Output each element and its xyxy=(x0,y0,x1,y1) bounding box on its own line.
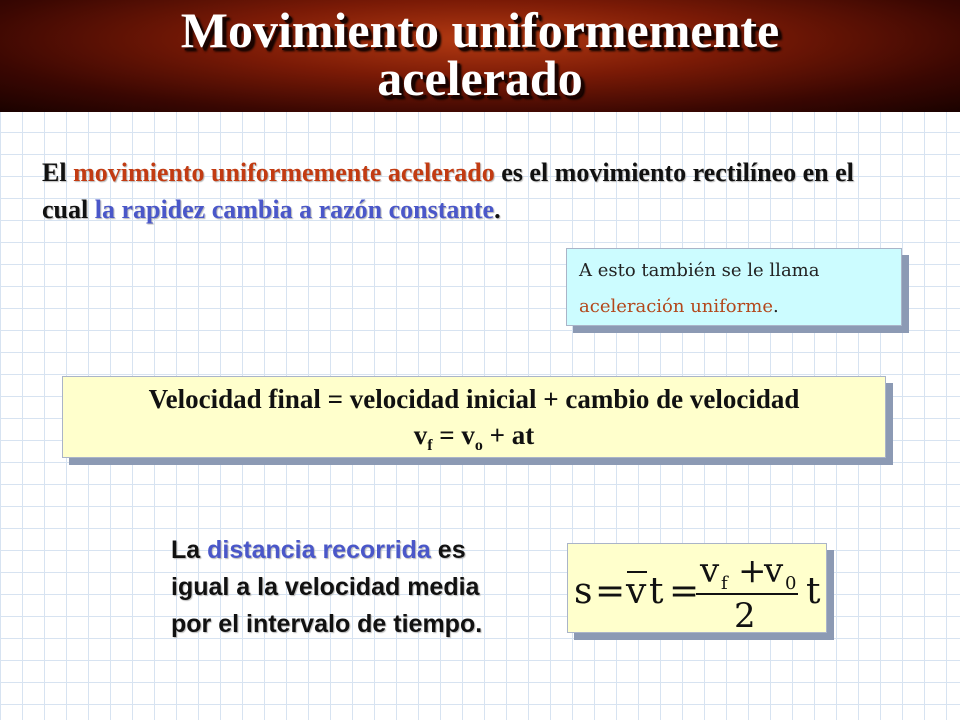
eq-num-v1: v xyxy=(700,551,720,591)
intro-text-3: . xyxy=(494,195,501,224)
eq-s: s xyxy=(574,571,593,612)
distance-equation xyxy=(568,544,826,632)
formula-words: Velocidad final = velocidad inicial + cambio de velocidad xyxy=(148,384,800,414)
eq-num-sub-f: f xyxy=(721,573,728,594)
eq-denominator: 2 xyxy=(734,596,756,632)
eq-v-bar: v xyxy=(626,571,647,612)
intro-highlight-definition: la rapidez cambia a razón constante xyxy=(94,195,495,224)
distance-paragraph xyxy=(171,532,491,643)
formula-eq: = v xyxy=(432,420,475,450)
intro-highlight-term: movimiento uniformemente acelerado xyxy=(73,158,495,187)
note-highlight: aceleración uniforme xyxy=(579,296,773,317)
formula-sub-f: f xyxy=(427,437,433,454)
eq-t: t xyxy=(649,571,664,612)
note-text: A esto también se le llama xyxy=(579,260,820,281)
equation-box xyxy=(567,543,827,633)
note-box xyxy=(566,248,902,326)
eq-equals-2: = xyxy=(669,571,700,612)
formula-box xyxy=(62,376,886,458)
formula-sub-o: o xyxy=(474,437,483,454)
intro-text-2: es el movimiento rectilíneo en el cual xyxy=(42,158,854,224)
distance-text-1: La xyxy=(171,536,208,564)
distance-highlight: distancia recorrida xyxy=(207,536,431,564)
note-line-2 xyxy=(579,289,901,325)
formula-rest: + at xyxy=(482,420,535,450)
distance-text-2: es igual a la velocidad media por el intervalo de tiempo. xyxy=(171,536,483,638)
eq-plus: + xyxy=(738,551,767,591)
eq-equals-1: = xyxy=(595,571,626,612)
eq-num-sub-0: 0 xyxy=(785,573,797,594)
formula-symbols xyxy=(63,417,885,464)
title-bar xyxy=(0,0,960,112)
title-line-1: Movimiento uniformemente xyxy=(180,2,780,58)
note-end: . xyxy=(772,296,779,317)
intro-paragraph xyxy=(42,154,902,228)
eq-num-v2: v xyxy=(764,551,784,591)
title-line-2: acelerado xyxy=(377,50,583,106)
eq-t2: t xyxy=(806,571,821,612)
intro-text-1: El xyxy=(42,158,74,187)
formula-v: v xyxy=(413,420,428,450)
